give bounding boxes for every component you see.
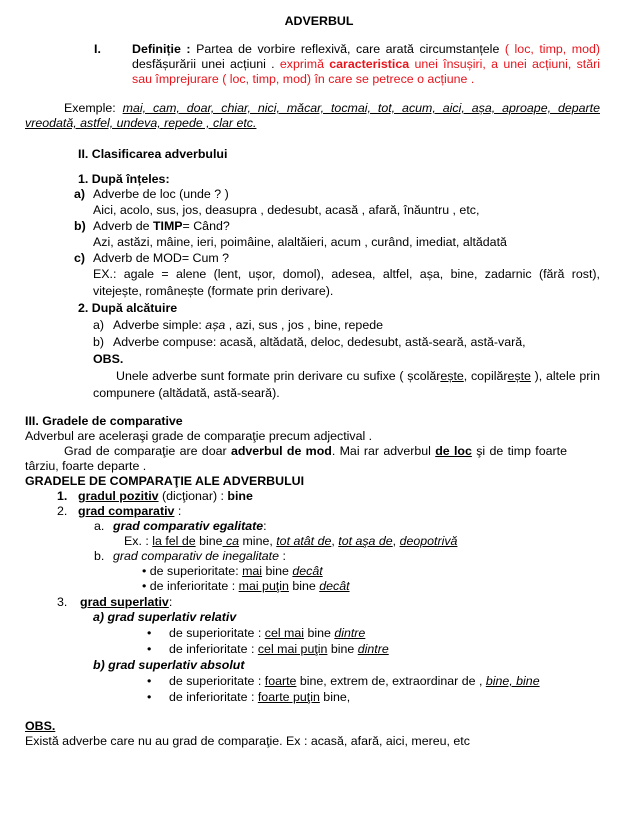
s1-c-line-2: vitejește, românește (formate prin derivare). bbox=[93, 284, 334, 298]
s1-c-text: Adverb de MOD= Cum ? bbox=[93, 251, 230, 265]
sa-inf-m: bine, bbox=[319, 690, 351, 704]
sr-inf-u1: cel mai puţin bbox=[257, 642, 328, 656]
definition-red-2: unei însușiri, a unei acțiuni, stări bbox=[409, 57, 600, 71]
s1-a-list: Aici, acolo, sus, jos, deasupra , dedesubt, acasă , afară, înăuntru , etc, bbox=[93, 203, 480, 217]
examples-line-1 bbox=[64, 101, 600, 116]
s2-obs-c: ), altele prin bbox=[530, 369, 600, 383]
sr-inf-pre: de inferioritate : bbox=[169, 642, 258, 656]
s1-a-mark: a) bbox=[74, 187, 86, 201]
gb-title bbox=[113, 549, 286, 564]
s1-c-mark: c) bbox=[74, 251, 86, 265]
s2-a-mark: a) bbox=[93, 318, 105, 332]
definition-line-2 bbox=[132, 57, 600, 72]
s3-para-1: Adverbul are aceleraşi grade de comparaţie precum adjectival . bbox=[25, 429, 373, 443]
s1-title: 1. După înțeles: bbox=[78, 172, 170, 186]
s2-a-text bbox=[113, 318, 383, 333]
s3-p2-a: Grad de comparaţie are doar bbox=[64, 444, 231, 458]
ga-ex-u1: la fel de bbox=[152, 534, 196, 548]
sa-inf-u1: foarte puţin bbox=[257, 690, 320, 704]
g1-text bbox=[78, 489, 253, 504]
sr-inferior bbox=[147, 642, 389, 657]
page-title: ADVERBUL bbox=[284, 14, 354, 28]
s1-a-text: Adverbe de loc (unde ? ) bbox=[93, 187, 229, 201]
g1-underline: gradul pozitiv bbox=[78, 489, 159, 503]
ga-ex-u2: ca bbox=[222, 534, 240, 548]
bullet-icon: • bbox=[147, 626, 152, 640]
s3-heading: GRADELE DE COMPARAŢIE ALE ADVERBULUI bbox=[25, 474, 305, 488]
g1-bold: bine bbox=[227, 489, 253, 503]
examples-list-1: mai, cam, doar, chiar, nici, măcar, tocmai, tot, acum, aici, așa, aproape, departe bbox=[122, 101, 601, 115]
s3-p2-c: . Mai rar adverbul bbox=[331, 444, 436, 458]
definition-line-1 bbox=[132, 42, 600, 57]
ga-ex-pre: Ex. : bbox=[124, 534, 153, 548]
gb-sup-u2: decât bbox=[292, 564, 323, 578]
sr-sup-m: bine bbox=[304, 626, 335, 640]
g1-mid: (dicţionar) : bbox=[158, 489, 228, 503]
ga-ex-m3: , bbox=[331, 534, 339, 548]
ga-ex-u5: deopotrivă bbox=[399, 534, 458, 548]
gb-superior bbox=[142, 564, 323, 579]
s1-b-pre: Adverb de bbox=[93, 219, 153, 233]
sr-superior bbox=[147, 626, 365, 641]
s3-para-3: târziu, foarte departe . bbox=[25, 459, 147, 473]
s2-obs: OBS. bbox=[93, 352, 124, 366]
ga-colon: : bbox=[263, 519, 267, 533]
sr-title: a) grad superlativ relativ bbox=[93, 610, 237, 624]
definition-circumstances: ( loc, timp, mod) bbox=[504, 42, 600, 56]
gb-sup-u1: mai bbox=[242, 564, 263, 578]
gb-colon: : bbox=[279, 549, 286, 563]
definition-number: I. bbox=[94, 42, 101, 56]
g2-num: 2. bbox=[57, 504, 68, 518]
section-2-title: II. Clasificarea adverbului bbox=[78, 147, 228, 161]
final-text: Există adverbe care nu au grad de comparaţie. Ex : acasă, afară, aici, mereu, etc bbox=[25, 734, 470, 748]
s2-a-pre: Adverbe simple: bbox=[113, 318, 206, 332]
sr-sup-u2: dintre bbox=[334, 626, 366, 640]
definition-red-1: exprimă bbox=[279, 57, 330, 71]
s1-b-text bbox=[93, 219, 230, 234]
gb-sup-pre: • de superioritate: bbox=[142, 564, 243, 578]
s2-title: 2. După alcătuire bbox=[78, 301, 178, 315]
examples-label: Exemple: bbox=[64, 101, 116, 115]
sa-superior bbox=[147, 674, 540, 689]
g3-underline: grad superlativ bbox=[80, 595, 169, 609]
s3-p2-e: şi de timp foarte bbox=[471, 444, 567, 458]
g2-underline: grad comparativ bbox=[78, 504, 175, 518]
sr-sup-pre: de superioritate : bbox=[169, 626, 265, 640]
section-3-title: III. Gradele de comparative bbox=[25, 414, 183, 428]
ga-ex-m1: bine bbox=[195, 534, 223, 548]
ga-ex-u3: tot atât de bbox=[276, 534, 332, 548]
sa-title: b) grad superlativ absolut bbox=[93, 658, 245, 672]
s3-p2-de-loc: de loc bbox=[435, 444, 472, 458]
definition-red-bold: caracteristica bbox=[329, 57, 410, 71]
definition-line-3: sau împrejurare ( loc, timp, mod) în care se petrece o acțiune . bbox=[132, 72, 475, 86]
gb-inf-u1: mai puţin bbox=[238, 579, 289, 593]
s1-b-mark: b) bbox=[74, 219, 86, 233]
s1-b-list: Azi, astăzi, mâine, ieri, poimâine, alaltăieri, acum , curând, imediat, altădată bbox=[93, 235, 507, 249]
sr-sup-u1: cel mai bbox=[264, 626, 304, 640]
s2-a-italic: așa bbox=[205, 318, 226, 332]
s3-p2-bold: adverbul de mod bbox=[230, 444, 332, 458]
gb-inf-pre: • de inferioritate : bbox=[142, 579, 239, 593]
definition-label: Definiție : bbox=[132, 42, 191, 56]
g3-post: : bbox=[168, 595, 173, 609]
definition-text-1: Partea de vorbire reflexivă, care arată circumstanțele bbox=[190, 42, 505, 56]
gb-mark: b. bbox=[94, 549, 105, 563]
sa-inf-pre: de inferioritate : bbox=[169, 690, 258, 704]
sr-inf-u2: dintre bbox=[357, 642, 389, 656]
s2-obs-b: , copilăr bbox=[463, 369, 508, 383]
ga-ex-m2: mine, bbox=[239, 534, 277, 548]
ga-ex-u4: tot aşa de bbox=[338, 534, 393, 548]
ga-ex-m4: , bbox=[392, 534, 400, 548]
g2-post: : bbox=[174, 504, 182, 518]
s2-b-text: Adverbe compuse: acasă, altădată, deloc, dedesubt, astă-seară, astă-vară, bbox=[113, 335, 526, 349]
sa-sup-pre: de superioritate : bbox=[169, 674, 265, 688]
g3-num: 3. bbox=[57, 595, 68, 609]
s2-obs-line-1 bbox=[116, 369, 600, 384]
sa-inferior bbox=[147, 690, 350, 705]
s3-para-2 bbox=[64, 444, 567, 459]
sa-sup-u2: bine, bine bbox=[485, 674, 540, 688]
g2-text bbox=[78, 504, 181, 519]
s2-obs-suffix-1: ește bbox=[440, 369, 464, 383]
s2-obs-a: Unele adverbe sunt formate prin derivare cu sufixe ( școlăr bbox=[116, 369, 441, 383]
g1-num: 1. bbox=[57, 489, 68, 503]
ga-example bbox=[124, 534, 457, 549]
ga-mark: a. bbox=[94, 519, 105, 533]
gb-inf-m: bine bbox=[288, 579, 320, 593]
s1-b-bold: TIMP bbox=[152, 219, 183, 233]
sa-sup-u1: foarte bbox=[264, 674, 297, 688]
final-obs: OBS. bbox=[25, 719, 56, 733]
sr-inf-m: bine bbox=[327, 642, 358, 656]
gb-title-text: grad comparativ de inegalitate bbox=[113, 549, 279, 563]
gb-sup-m: bine bbox=[262, 564, 293, 578]
bullet-icon: • bbox=[147, 674, 152, 688]
bullet-icon: • bbox=[147, 642, 152, 656]
s2-b-mark: b) bbox=[93, 335, 105, 349]
s1-b-post: = Când? bbox=[182, 219, 230, 233]
examples-list-2: vreodată, astfel, undeva, repede , clar etc. bbox=[25, 116, 257, 130]
bullet-icon: • bbox=[147, 690, 152, 704]
s1-c-line-1: EX.: agale = alene (lent, ușor, domol), adesea, altfel, așa, bine, zadarnic (fără rost), bbox=[93, 267, 600, 281]
definition-text-2: desfășurării unei acțiuni . bbox=[132, 57, 280, 71]
s2-obs-line-2: compunere (altădată, astă-seară). bbox=[93, 386, 280, 400]
g3-text bbox=[80, 595, 172, 610]
gb-inferior bbox=[142, 579, 350, 594]
s2-obs-suffix-2: ește bbox=[507, 369, 531, 383]
ga-title-text: grad comparativ egalitate bbox=[113, 519, 264, 533]
sa-sup-m: bine, extrem de, extraordinar de , bbox=[296, 674, 486, 688]
ga-title bbox=[113, 519, 267, 534]
s2-a-post: , azi, sus , jos , bine, repede bbox=[225, 318, 384, 332]
gb-inf-u2: decât bbox=[319, 579, 350, 593]
